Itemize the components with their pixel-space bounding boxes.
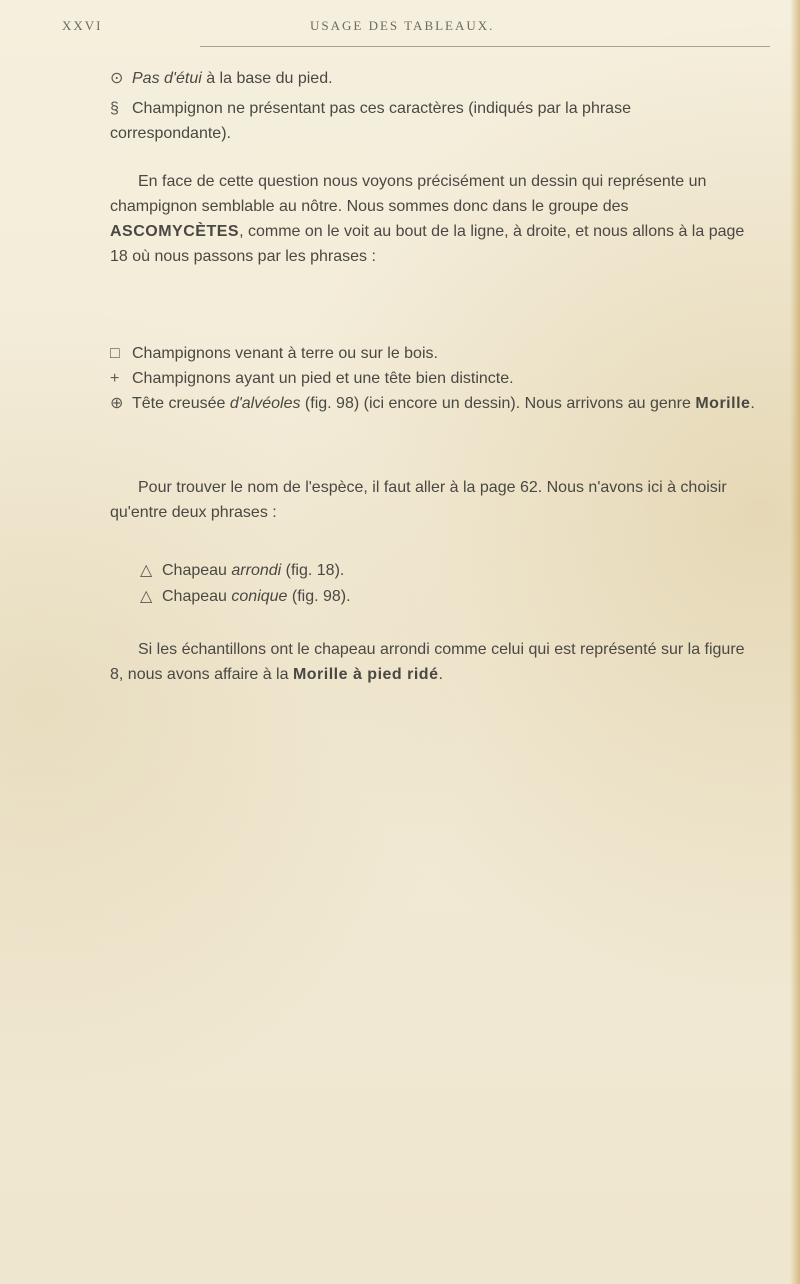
choice-text: Chapeau bbox=[162, 562, 232, 579]
phrase-text: Champignons ayant un pied et une tête bien distincte. bbox=[132, 370, 514, 387]
phrase-text: Tête creusée bbox=[132, 395, 230, 412]
plus-icon: + bbox=[110, 370, 120, 387]
line-champignon-ne-presentant bbox=[110, 96, 750, 146]
choice-italic: arrondi bbox=[231, 562, 282, 579]
page-edge-shadow bbox=[790, 0, 800, 1284]
line-text: à la base du pied. bbox=[201, 70, 333, 87]
triangle-icon: △ bbox=[140, 588, 153, 605]
phrase-terre-bois bbox=[110, 341, 770, 366]
paragraph-text: Pour trouver le nom de l'espèce, il faut aller à la page 62. Nous n'avons ici à choisir qu'entre deux phrases : bbox=[110, 479, 727, 521]
circle-dot-icon: ⊙ bbox=[110, 70, 124, 87]
paragraph-text: En face de cette question nous voyons précisément un dessin qui représente un champignon semblable au nôtre. Nous sommes donc dans le groupe des bbox=[110, 173, 707, 215]
phrase-text: Champignons venant à terre ou sur le bois. bbox=[132, 345, 438, 362]
page-number: XXVI bbox=[62, 18, 103, 33]
phrase-italic: d'alvéoles bbox=[229, 395, 301, 412]
choice-text: Chapeau bbox=[162, 588, 232, 605]
choice-arrondi bbox=[140, 558, 800, 583]
phrase-alveoles bbox=[110, 391, 760, 416]
species-name: Morille à pied ridé bbox=[292, 666, 439, 683]
triangle-icon: △ bbox=[140, 562, 153, 579]
paragraph-si-les-echantillons bbox=[110, 637, 760, 687]
section-icon: § bbox=[110, 100, 119, 117]
paragraph-text: , comme on le voit au bout de la ligne, à droite, et nous allons à la page 18 où nous passons par les phrases : bbox=[110, 223, 745, 265]
running-title: USAGE DES TABLEAUX. bbox=[310, 18, 495, 33]
choice-text: (fig. 18). bbox=[281, 562, 345, 579]
header-rule bbox=[200, 46, 770, 47]
phrase-end: . bbox=[750, 395, 755, 412]
choice-italic: conique bbox=[231, 588, 288, 605]
group-name: ASCOMYCÈTES bbox=[110, 223, 240, 240]
phrase-text: (fig. 98) (ici encore un dessin). Nous arrivons au genre bbox=[300, 395, 696, 412]
circle-plus-icon: ⊕ bbox=[110, 395, 124, 412]
line-italic: Pas d'étui bbox=[132, 70, 202, 87]
choice-conique bbox=[140, 584, 800, 609]
phrase-pied-tete bbox=[110, 366, 770, 391]
genus-name: Morille bbox=[695, 395, 751, 412]
choice-text: (fig. 98). bbox=[287, 588, 351, 605]
paragraph-pour-trouver bbox=[110, 475, 760, 525]
square-icon: □ bbox=[110, 345, 120, 362]
paragraph-en-face bbox=[110, 169, 760, 269]
paragraph-end: . bbox=[438, 666, 443, 683]
line-pas-detui bbox=[110, 66, 770, 91]
line-text: Champignon ne présentant pas ces caractères (indiqués par la phrase correspondante). bbox=[110, 100, 631, 142]
paragraph-text: Si les échantillons ont le chapeau arrondi comme celui qui est représenté sur la figure 8, nous avons affaire à la bbox=[110, 641, 745, 683]
